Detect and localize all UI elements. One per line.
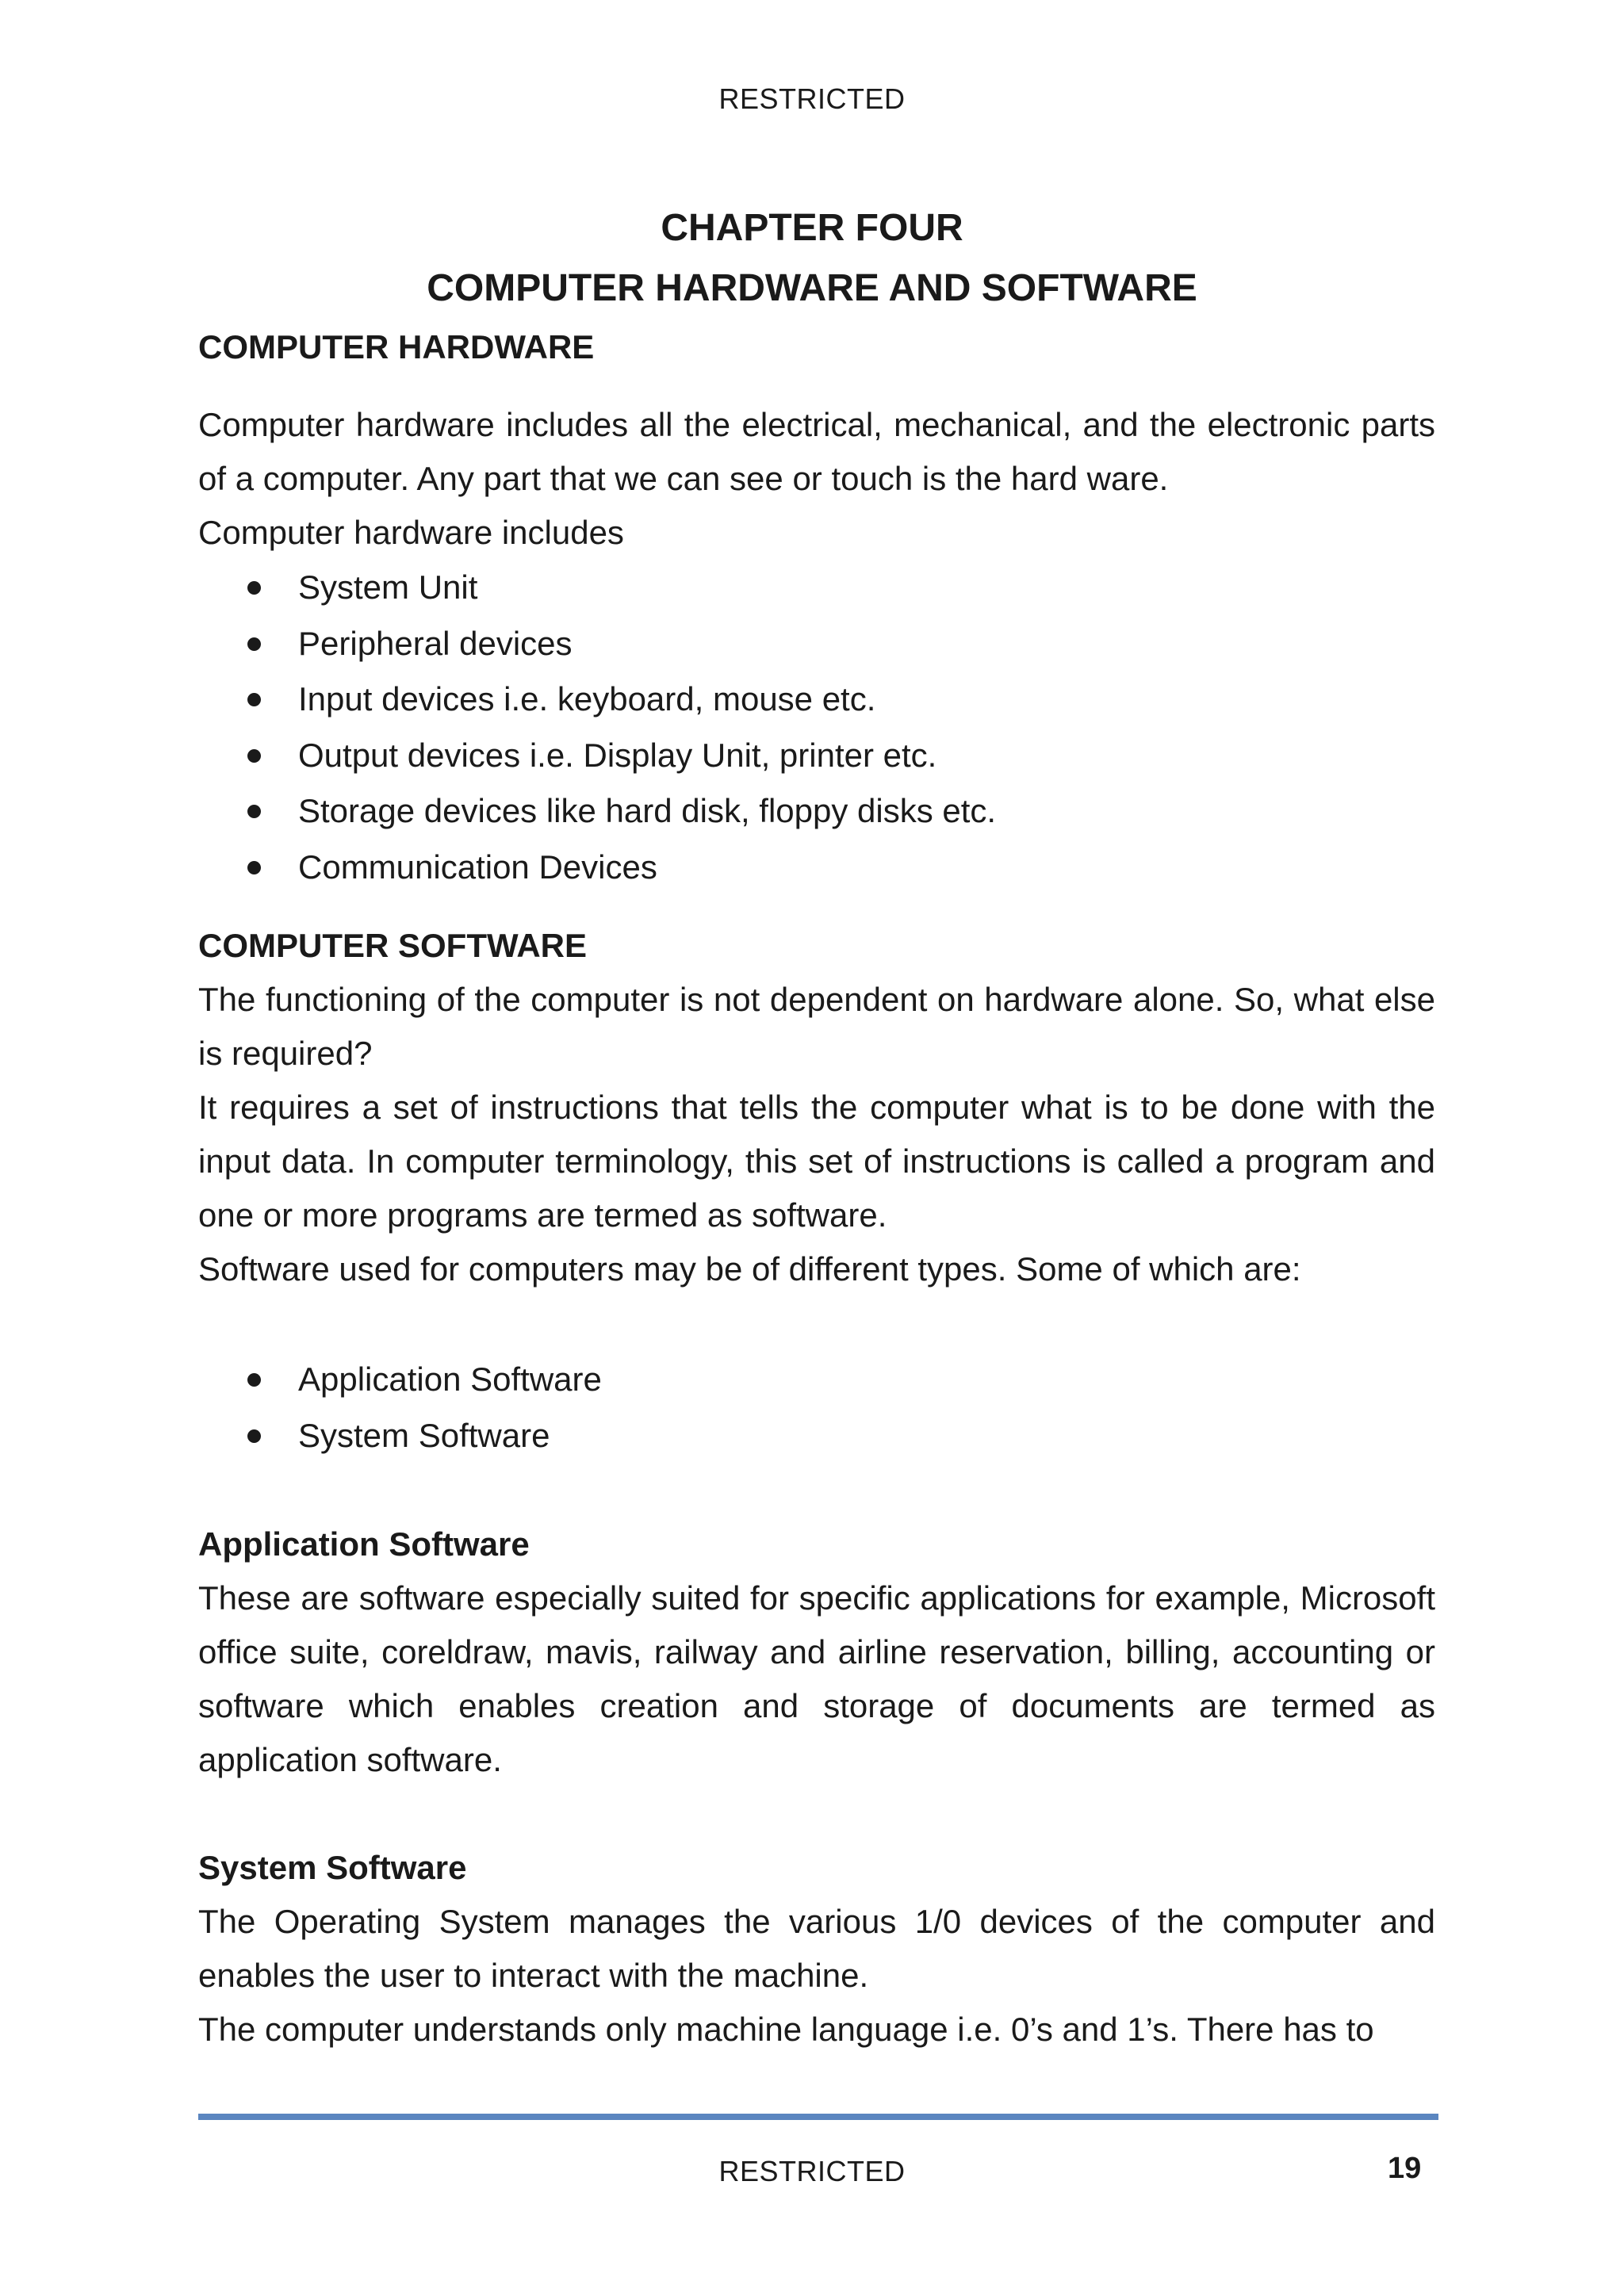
list-item: Output devices i.e. Display Unit, printer etc. — [247, 728, 1435, 784]
software-paragraph-3: Software used for computers may be of different types. Some of which are: — [198, 1250, 1301, 1288]
page-number: 19 — [1388, 2152, 1422, 2185]
bullet-icon — [247, 805, 261, 818]
list-item: Peripheral devices — [247, 616, 1435, 672]
bullet-icon — [247, 1429, 261, 1443]
bullet-icon — [247, 1373, 261, 1387]
document-body — [198, 320, 1435, 2057]
chapter-heading — [0, 198, 1624, 319]
system-software-paragraph-1: The Operating System manages the various 1/0 devices of the computer and enables the user to interact with the machine. — [198, 1903, 1435, 1994]
application-software-paragraph: These are software especially suited for specific applications for example, Microsoft office suite, coreldraw, mavis, railway and airline reservation, billing, accounting or software which enables creation and storage of documents are termed as application software. — [198, 1579, 1435, 1778]
list-item: Storage devices like hard disk, floppy disks etc. — [247, 783, 1435, 840]
chapter-number: CHAPTER FOUR — [661, 207, 963, 249]
header-classification: RESTRICTED — [718, 82, 906, 115]
bullet-icon — [247, 581, 261, 595]
list-item: Input devices i.e. keyboard, mouse etc. — [247, 672, 1435, 728]
hardware-intro: Computer hardware includes — [198, 514, 624, 551]
list-item: System Unit — [247, 560, 1435, 616]
footer-classification: RESTRICTED — [718, 2155, 906, 2187]
list-item: Communication Devices — [247, 840, 1435, 896]
hardware-list — [198, 560, 1435, 895]
chapter-title: COMPUTER HARDWARE AND SOFTWARE — [427, 267, 1197, 309]
software-paragraph-2: It requires a set of instructions that tells the computer what is to be done with the input data. In computer terminology, this set of instructions is called a program and one or more programs are termed as software. — [198, 1089, 1435, 1234]
subheading-application-software: Application Software — [198, 1525, 530, 1563]
system-software-paragraph-2: The computer understands only machine language i.e. 0’s and 1’s. There has to — [198, 2011, 1374, 2048]
list-item: Application Software — [247, 1352, 1435, 1408]
software-types-list — [198, 1352, 1435, 1464]
list-item: System Software — [247, 1408, 1435, 1464]
bullet-icon — [247, 749, 261, 763]
footer-divider — [198, 2114, 1438, 2120]
bullet-icon — [247, 693, 261, 706]
bullet-icon — [247, 861, 261, 874]
hardware-paragraph: Computer hardware includes all the electrical, mechanical, and the electronic parts of a computer. Any part that we can see or touch is the hard ware. — [198, 406, 1435, 497]
section-heading-software: COMPUTER SOFTWARE — [198, 927, 587, 964]
bullet-icon — [247, 637, 261, 651]
subheading-system-software: System Software — [198, 1849, 467, 1886]
section-heading-hardware: COMPUTER HARDWARE — [198, 328, 595, 365]
software-paragraph-1: The functioning of the computer is not dependent on hardware alone. So, what else is required? — [198, 981, 1435, 1072]
